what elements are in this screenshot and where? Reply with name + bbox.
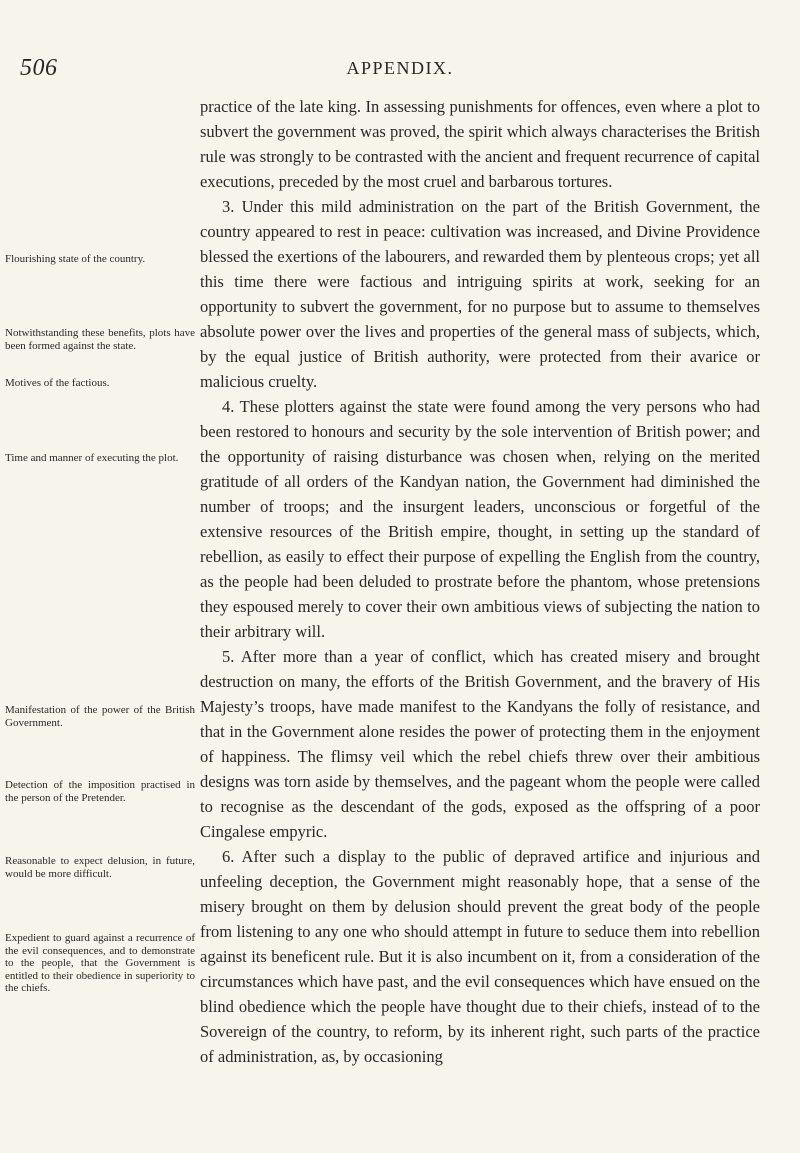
margin-note-flourishing: Flourishing state of the country. (5, 253, 146, 265)
paragraph-text: After more than a year of conflict, which has created misery and brought destruction on many, the efforts of the British Government, and the bravery of His Majesty’s troops, have made manifest to the Kandyans the folly of resistance, and that in the Government alone resides the power of protecting them in the enjoyment of happiness. The flimsy veil which the rebel chiefs threw over their ambitious designs was torn aside by themselves, and the pageant whom the people were called to recognise as the descendant of the gods, exposed as the offspring of a poor Cingalese empyric. (200, 647, 760, 841)
paragraph-3 (200, 194, 760, 394)
paragraph-number: 6. (222, 847, 235, 866)
paragraph-6 (200, 844, 760, 1069)
margin-note-expedient: Expedient to guard against a recurrence of the evil consequences, and to demonstrate to the people, that the Government is entitled to their obedience in superiority to the chiefs. (5, 932, 195, 994)
paragraph-text: These plotters against the state were found among the very persons who had been restored to honours and security by the sole intervention of British power; and the opportunity of raising disturbance was chosen when, relying on the merited gratitude of all orders of the Kandyan nation, the Government had diminished the number of troops; and the insurgent leaders, unconscious or forgetful of the extensive resources of the British empire, thought, in setting up the standard of rebellion, as easily to effect their purpose of expelling the English from the country, as the people had been deluded to prostrate before the phantom, whose pretensions they espoused merely to cover their own ambitious views of subjecting the nation to their arbitrary will. (200, 397, 760, 641)
page-number: 506 (20, 55, 58, 81)
margin-note-detection: Detection of the imposition practised in the person of the Pretender. (5, 779, 195, 804)
paragraph-number: 3. (222, 197, 235, 216)
margin-note-motives: Motives of the factious. (5, 377, 110, 389)
body-text (200, 94, 760, 1069)
paragraph-text: Under this mild administration on the part of the British Government, the country appeared to rest in peace: cultivation was increased, and Divine Providence blessed the exertions of the labourers, and rewarded them by plenteous crops; yet all this time there were factious and intriguing spirits at work, seeking for an opportunity to subvert the government, for no purpose but to assume to themselves absolute power over the lives and properties of the general mass of subjects, which, by the equal justice of British authority, were protected from their avarice or malicious cruelty. (200, 197, 761, 391)
paragraph-number: 4. (222, 397, 235, 416)
running-head: APPENDIX. (346, 58, 454, 78)
margin-note-time-manner: Time and manner of executing the plot. (5, 452, 179, 464)
margin-note-manifestation: Manifestation of the power of the British Government. (5, 704, 195, 729)
paragraph-number: 5. (222, 647, 235, 666)
paragraph-text: practice of the late king. In assessing punishments for offences, even where a plot to subvert the government was proved, the spirit which always characterises the British rule was strongly to be contrasted with the ancient and frequent recurrence of capital executions, preceded by the most cruel and barbarous tortures. (200, 97, 760, 191)
paragraph-text: After such a display to the public of depraved artifice and injurious and unfeeling deception, the Government might reasonably hope, that a sense of the misery brought on them by delusion should prevent the great body of the people from listening to any one who should attempt in future to seduce them into rebellion against its beneficent rule. But it is also incumbent on it, from a consideration of the circumstances which have past, and the evil consequences which have ensued on the blind obedience which the people have thought due to their chiefs, instead of to the Sovereign of the country, to reform, by its inherent right, such parts of the practice of administration, as, by occasioning (200, 847, 760, 1066)
margin-note-reasonable: Reasonable to expect delusion, in future, would be more difficult. (5, 855, 195, 880)
paragraph-5 (200, 644, 760, 844)
paragraph-4 (200, 394, 760, 644)
margin-note-plots-formed: Notwithstanding these benefits, plots have been formed against the state. (5, 327, 195, 352)
paragraph-2-continuation (200, 94, 760, 194)
